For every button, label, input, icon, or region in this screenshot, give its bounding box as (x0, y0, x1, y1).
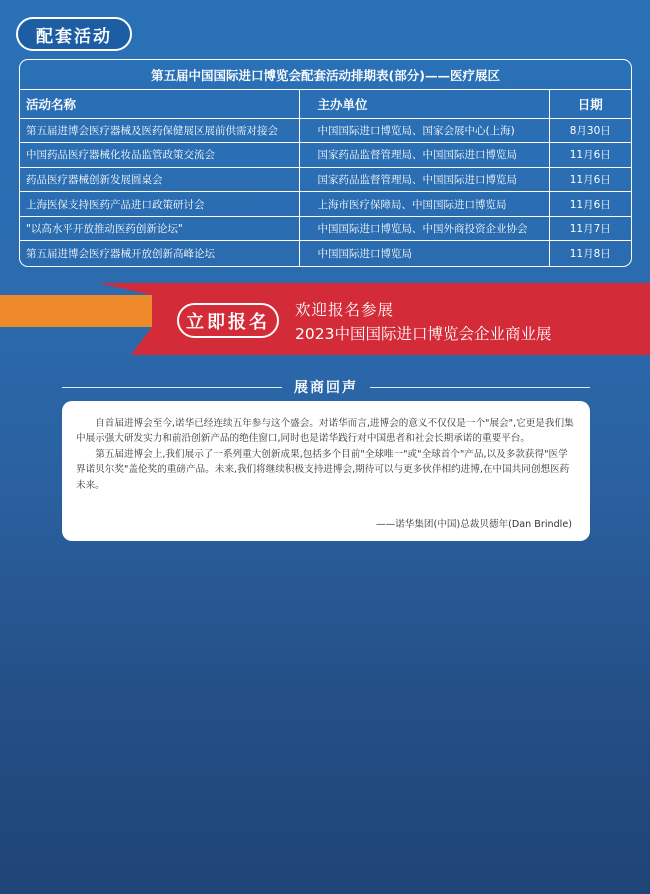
table-header-row (20, 90, 631, 118)
table-row (20, 192, 631, 217)
table-title: 第五届中国国际进口博览会配套活动排期表(部分)——医疗展区 (20, 60, 631, 90)
signup-button[interactable]: 立即报名 (177, 303, 279, 338)
cell-organizer: 中国国际进口博览局、国家会展中心(上海) (299, 118, 549, 143)
cell-activity: 药品医疗器械创新发展圆桌会 (20, 167, 299, 192)
cell-date: 8月30日 (549, 118, 631, 143)
table-row (20, 167, 631, 192)
banner-orange-strip (0, 295, 152, 327)
table-row (20, 241, 631, 266)
cell-date: 11月7日 (549, 216, 631, 241)
cell-organizer: 中国国际进口博览局 (299, 241, 549, 266)
quote-signature: ——诺华集团(中国)总裁贝德年(Dan Brindle) (375, 519, 572, 530)
divider-line-left (62, 387, 282, 388)
cell-date: 11月6日 (549, 143, 631, 168)
cell-organizer: 国家药品监督管理局、中国国际进口博览局 (299, 167, 549, 192)
cell-date: 11月6日 (549, 192, 631, 217)
schedule-table (19, 59, 632, 267)
header-organizer: 主办单位 (299, 90, 549, 118)
table-row (20, 216, 631, 241)
cell-activity: 上海医保支持医药产品进口政策研讨会 (20, 192, 299, 217)
cell-organizer: 中国国际进口博览局、中国外商投资企业协会 (299, 216, 549, 241)
exhibitor-voice-title: 展商回声 (294, 380, 358, 396)
header-date: 日期 (549, 90, 631, 118)
cell-date: 11月8日 (569, 248, 611, 261)
quote-paragraph: 自首届进博会至今,诺华已经连续五年参与这个盛会。对诺华而言,进博会的意义不仅仅是一个"展会",它更是我们集中展示强大研发实力和前沿创新产品的绝佳窗口,同时也是诺华践行对中国患者和社会长期承诺的重要平台。 (76, 418, 574, 445)
exhibitor-quote-card (62, 401, 590, 541)
cell-organizer: 国家药品监督管理局、中国国际进口博览局 (299, 143, 549, 168)
cell-activity: "以高水平开放推动医药创新论坛" (20, 216, 299, 241)
divider-line-right (370, 387, 590, 388)
header-activity: 活动名称 (20, 90, 299, 118)
quote-paragraph: 第五届进博会上,我们展示了一系列重大创新成果,包括多个目前"全球唯一"或"全球首个"产品,以及多款获得"医学界诺贝尔奖"盖伦奖的重磅产品。未来,我们将继续积极支持进博会,期待可以与更多伙伴相约进博,在中国共同创想医药未来。 (76, 448, 570, 491)
cell-organizer: 上海市医疗保障局、中国国际进口博览局 (299, 192, 549, 217)
table-row (20, 118, 631, 143)
cell-activity: 第五届进博会医疗器械及医药保健展区展前供需对接会 (20, 118, 299, 143)
cell-activity: 第五届进博会医疗器械开放创新高峰论坛 (20, 241, 299, 266)
exhibitor-voice-heading (62, 377, 590, 397)
table-row (20, 143, 631, 168)
banner-invite-text: 欢迎报名参展 (295, 301, 395, 319)
cell-date: 11月6日 (549, 167, 631, 192)
schedule-grid (20, 90, 631, 266)
section-title-badge: 配套活动 (16, 17, 132, 51)
banner-expo-name: 2023中国国际进口博览会企业商业展 (295, 325, 552, 343)
cell-activity: 中国药品医疗器械化妆品监管政策交流会 (20, 143, 299, 168)
